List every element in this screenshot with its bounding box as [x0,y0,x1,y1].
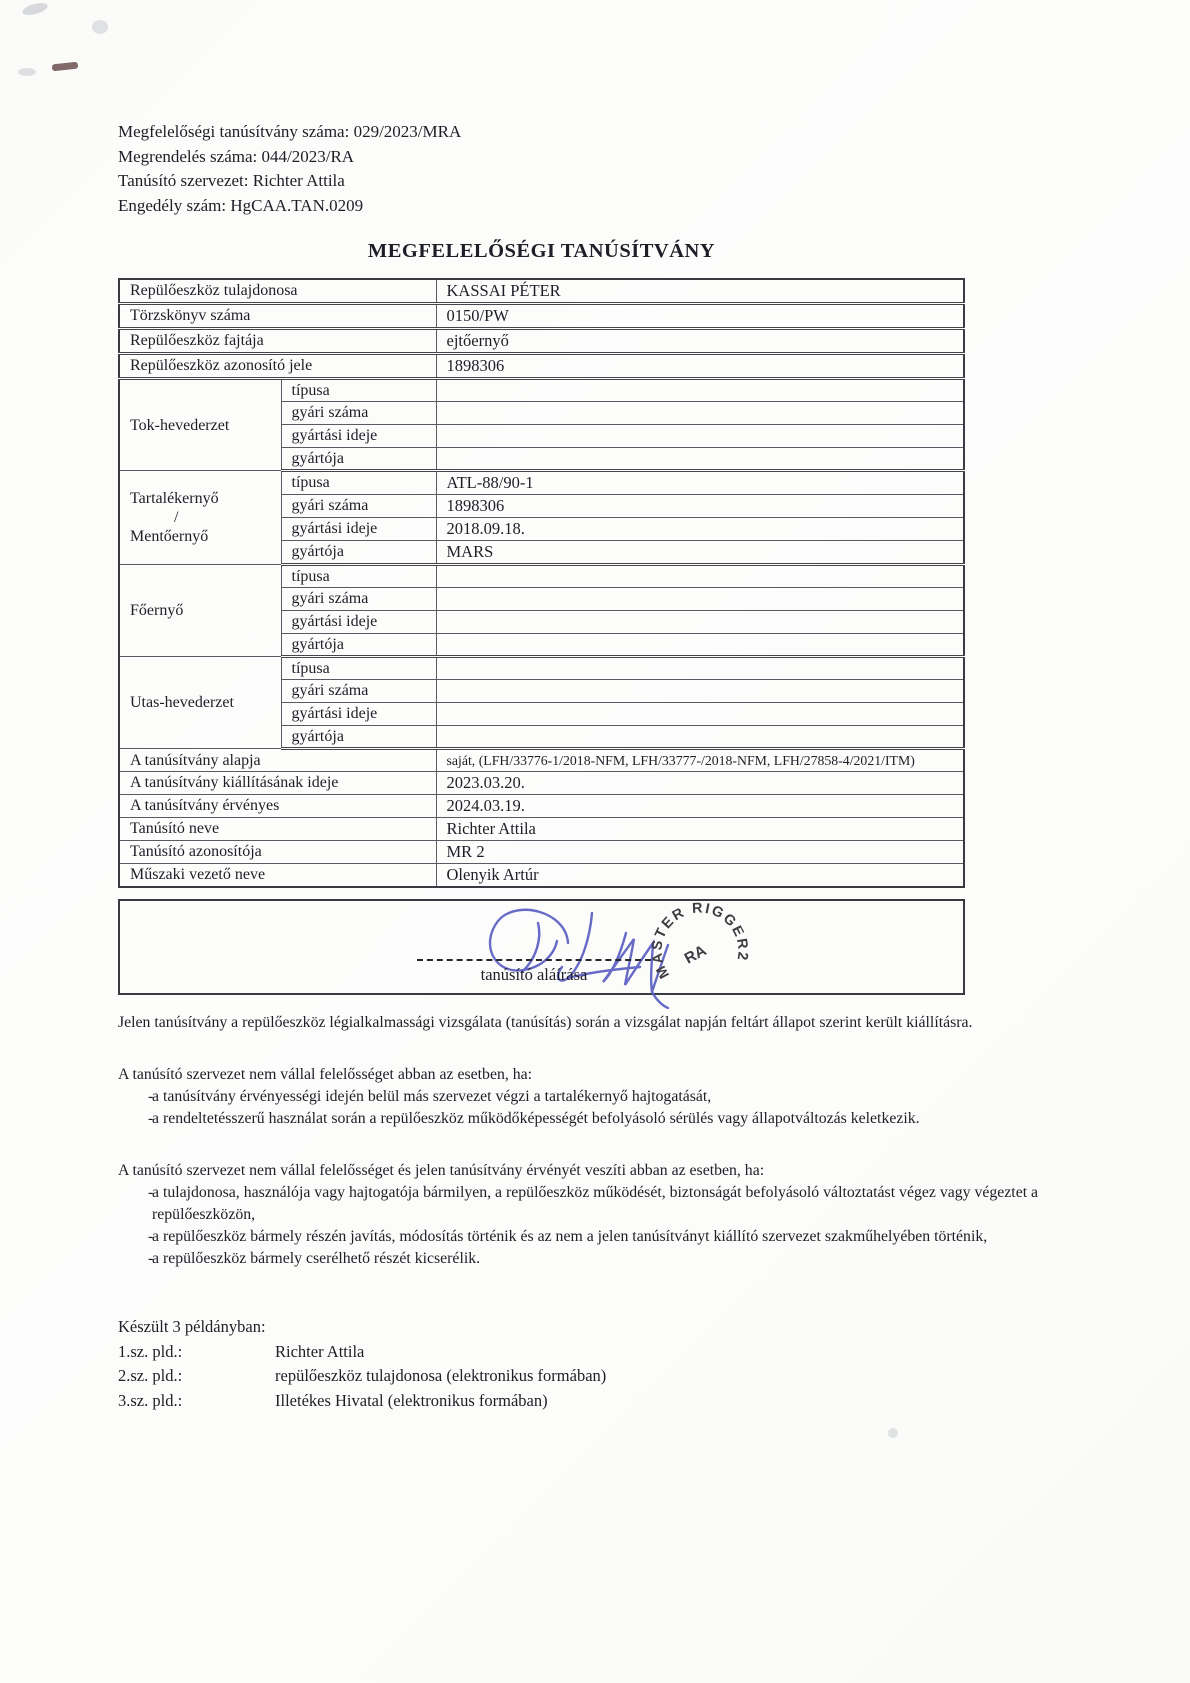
bullet-dash: - [148,1184,154,1201]
row-value [436,657,964,680]
disclaimer2-item: - a repülőeszköz bármely cserélhető részét kicserélik. [118,1248,1110,1270]
scan-artifact [888,1428,898,1438]
row-value [436,402,964,425]
group-label-passenger-harness: Utas-hevederzet [119,657,281,749]
copy-number: 2.sz. pld.: [118,1366,183,1385]
row-value: 0150/PW [436,304,964,329]
note-intro: Jelen tanúsítvány a repülőeszköz légialkalmassági vizsgálata (tanúsítás) során a vizsgálat napján feltárt állapot szerint került kiállításra. [118,1014,973,1031]
permit-number-line: Engedély szám: HgCAA.TAN.0209 [118,195,364,215]
copy-recipient: Illetékes Hivatal (elektronikus formában) [275,1390,548,1410]
row-value: saját, (LFH/33776-1/2018-NFM, LFH/33777-/2018-NFM, LFH/27858-4/2021/ITM) [436,749,964,772]
page-title: MEGFELELŐSÉGI TANÚSÍTVÁNY [367,240,716,262]
certificate-table [118,278,965,888]
table-row [119,772,964,795]
row-value [436,703,964,726]
row-label: Törzskönyv száma [119,304,436,329]
signature-line [417,959,651,961]
table-row [119,279,964,304]
scan-artifact [92,20,108,34]
sub-label: típusa [281,657,436,680]
disclaimer1-item: - a rendeltetésszerű használat során a repülőeszköz működőképességét befolyásoló sérülés vagy állapotváltozás keletkezik. [118,1108,1110,1130]
bullet-dash: - [148,1110,154,1127]
copy-item [118,1389,606,1414]
row-value [436,634,964,657]
row-value [436,680,964,703]
table-row [119,841,964,864]
sub-label: gyári száma [281,680,436,703]
row-label: A tanúsítvány érvényes [119,795,436,818]
sub-label: gyártója [281,541,436,565]
table-row [119,304,964,329]
table-row [119,471,964,495]
row-label: Műszaki vezető neve [119,864,436,888]
row-label: Repülőeszköz tulajdonosa [119,279,436,304]
disclaimer1-heading: A tanúsító szervezet nem vállal felelősséget abban az esetben, ha: [118,1066,533,1083]
row-value: MARS [436,541,964,565]
row-value: ATL-88/90-1 [436,471,964,495]
table-row [119,818,964,841]
sub-label: típusa [281,565,436,588]
sub-label: gyártási ideje [281,703,436,726]
row-label: Tanúsító neve [119,818,436,841]
row-label: A tanúsítvány kiállításának ideje [119,772,436,795]
sub-label: gyári száma [281,402,436,425]
table-row [119,795,964,818]
row-value [436,726,964,749]
svg-text:RA: RA [681,942,710,968]
row-value: Olenyik Artúr [436,864,964,888]
copy-number: 1.sz. pld.: [118,1341,183,1361]
copies-section [118,1315,606,1413]
sub-label: gyártója [281,726,436,749]
row-value: ejtőernyő [436,329,964,354]
table-row [119,354,964,379]
table-row [119,864,964,888]
row-value: 2018.09.18. [436,518,964,541]
group-label-harness: Tok-hevederzet [119,379,281,471]
sub-label: típusa [281,471,436,495]
row-value: 1898306 [436,495,964,518]
sub-label: gyártója [281,634,436,657]
disclaimer2-heading: A tanúsító szervezet nem vállal felelősséget és jelen tanúsítvány érvényét veszíti abban az esetben, ha: [118,1162,765,1179]
disclaimer1-item: - a tanúsítvány érvényességi idején belül más szervezet végzi a tartalékernyő hajtogatását, [118,1086,1110,1108]
row-label: Repülőeszköz azonosító jele [119,354,436,379]
copy-item [118,1364,606,1389]
row-value: 1898306 [436,354,964,379]
row-value: Richter Attila [436,818,964,841]
row-value [436,611,964,634]
certifier-organization-line: Tanúsító szervezet: Richter Attila [118,171,345,190]
scan-artifact [52,62,79,72]
group-label-main-canopy: Főernyő [119,565,281,657]
row-value [436,425,964,448]
svg-text:MASTER RIGGER2: MASTER RIGGER2 [649,900,751,982]
sub-label: gyártási ideje [281,425,436,448]
table-row [119,565,964,588]
row-value: 2024.03.19. [436,795,964,818]
row-value: MR 2 [436,841,964,864]
signature-box [118,899,965,995]
sub-label: gyártója [281,448,436,471]
table-row [119,329,964,354]
bullet-dash: - [148,1228,154,1245]
scan-artifact [18,68,36,76]
document-header-block [118,120,461,218]
group-label-reserve-parachute: Tartalékernyő / Mentőernyő [119,471,281,565]
sub-label: típusa [281,379,436,402]
disclaimer2-item: - a tulajdonosa, használója vagy hajtogatója bármilyen, a repülőeszköz működését, biztonságát befolyásoló változtatást végez vagy végeztet a repülőeszközön, [118,1182,1110,1226]
signature-caption: tanúsító aláírása [480,965,588,984]
notes-section [118,1012,1110,1270]
bullet-dash: - [148,1088,154,1105]
row-label: A tanúsítvány alapja [119,749,436,772]
bullet-dash: - [148,1250,154,1267]
sub-label: gyári száma [281,588,436,611]
row-label: Tanúsító azonosítója [119,841,436,864]
copy-item [118,1340,606,1365]
scan-artifact [21,1,49,17]
table-row [119,379,964,402]
order-number-line: Megrendelés száma: 044/2023/RA [118,146,355,166]
row-value [436,448,964,471]
master-rigger-stamp [635,886,765,1016]
sub-label: gyári száma [281,495,436,518]
disclaimer2-item: - a repülőeszköz bármely részén javítás, módosítás történik és az nem a jelen tanúsítványt kiállító szervezet szakműhelyében történik, [118,1226,1110,1248]
row-value: KASSAI PÉTER [436,279,964,304]
copies-heading: Készült 3 példányban: [118,1317,266,1336]
sub-label: gyártási ideje [281,518,436,541]
row-value: 2023.03.20. [436,772,964,795]
row-value [436,379,964,402]
row-label: Repülőeszköz fajtája [119,329,436,354]
copy-recipient: repülőeszköz tulajdonosa (elektronikus formában) [275,1366,607,1385]
certificate-number-line: Megfelelőségi tanúsítvány száma: 029/2023/MRA [118,122,462,141]
row-value [436,588,964,611]
copy-recipient: Richter Attila [275,1341,365,1361]
sub-label: gyártási ideje [281,611,436,634]
table-row [119,657,964,680]
row-value [436,565,964,588]
copy-number: 3.sz. pld.: [118,1390,183,1410]
table-row [119,749,964,772]
